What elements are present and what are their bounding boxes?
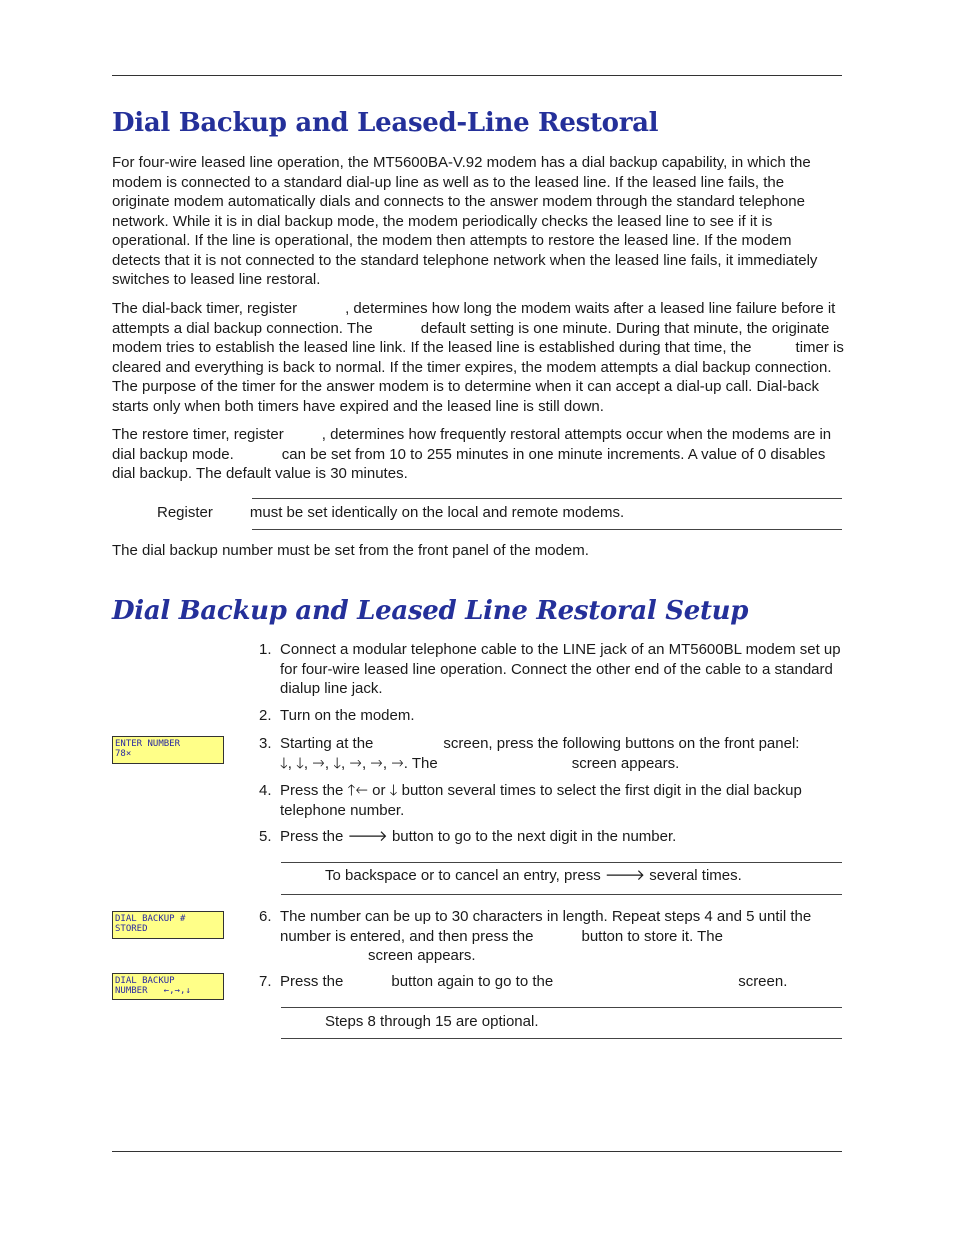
lcd-dial-backup-stored: DIAL BACKUP # STORED — [112, 911, 224, 939]
up-left-arrow-icon: 🡑🡐 — [347, 782, 368, 799]
bottom-rule — [112, 1151, 842, 1152]
step-5: 5. Press the 🡒 button to go to the next digit in the number. — [259, 828, 677, 845]
right-arrow-icon: 🡒 — [604, 867, 646, 884]
section-title: Dial Backup and Leased-Line Restoral — [112, 108, 659, 138]
step-7: 7. Press the button again to go to the screen. — [259, 973, 788, 990]
note1-rule-top — [281, 862, 842, 863]
note-register: Register must be set identically on the local and remote modems. — [157, 504, 625, 521]
note1-rule-bottom — [281, 894, 842, 895]
step-1: 1. Connect a modular telephone cable to the LINE jack of an MT5600BL modem set up for four-wire leased line operation. Connect the other end of the cable to a standard dialup line jack. — [259, 641, 841, 697]
paragraph-intro: For four-wire leased line operation, the MT5600BA-V.92 modem has a dial backup capability, in which the modem is connected to a standard dial-up line as well as to the leased line. If the leased line fails, the originate modem automatically dials and connects to the answer modem through the standard telephone network. While it is in dial backup mode, the modem periodically checks the leased line to see if it is operational. If the line is operational, the modem then attempts to restore the leased line. If the modem detects that it is not connected to the standard telephone network when the leased line fails, it immediately switches to leased line restoral. — [112, 154, 818, 288]
lcd-enter-number: ENTER NUMBER 78× — [112, 736, 224, 764]
top-rule — [112, 75, 842, 76]
down-arrow-icon: 🡓 — [389, 782, 398, 799]
paragraph-dialback-timer: The dial-back timer, register , determines how long the modem waits after a leased line failure before it attempts a dial backup connection. The default setting is one minute. During that minute, the originate modem tries to establish the leased line link. If the leased line is established during that time, the timer is cleared and everything is back to normal. If the timer expires, the modem attempts a dial backup connection. The purpose of the timer for the answer modem is to determine when it can accept a dial-up call. Dial-back starts only when both timers have expired and the leased line is still down. — [112, 300, 844, 415]
note-backspace: To backspace or to cancel an entry, press 🡒 several times. — [325, 867, 742, 884]
setup-title: Dial Backup and Leased Line Restoral Setup — [112, 596, 749, 626]
note-optional-steps: Steps 8 through 15 are optional. — [325, 1013, 539, 1030]
paragraph-restore-timer: The restore timer, register , determines how frequently restoral attempts occur when the modems are in dial backup mode. can be set from 10 to 255 minutes in one minute increments. A value of 0 disables dial backup. The default value is 30 minutes. — [112, 426, 832, 482]
step-4: 4. Press the 🡑🡐 or 🡓 button several times to select the first digit in the dial backup telephone number. — [259, 782, 802, 819]
note2-rule-bottom — [281, 1038, 842, 1039]
paragraph-dial-number: The dial backup number must be set from the front panel of the modem. — [112, 542, 589, 559]
note2-rule-top — [281, 1007, 842, 1008]
step-3: 3. Starting at the screen, press the following buttons on the front panel: 🡓, 🡓, 🡒, 🡓, 🡒, 🡒, 🡒. The screen appears. — [259, 735, 800, 772]
note-rule-top — [252, 498, 842, 499]
step-2: 2. Turn on the modem. — [259, 707, 415, 724]
right-arrow-icon: 🡒 — [347, 828, 388, 845]
step-6: 6. The number can be up to 30 characters in length. Repeat steps 4 and 5 until the number is entered, and then press the button to store it. The screen appears. — [259, 908, 812, 964]
lcd-dial-backup-number: DIAL BACKUP NUMBER ←,→,↓ — [112, 973, 224, 1000]
note-rule-bottom — [252, 529, 842, 530]
